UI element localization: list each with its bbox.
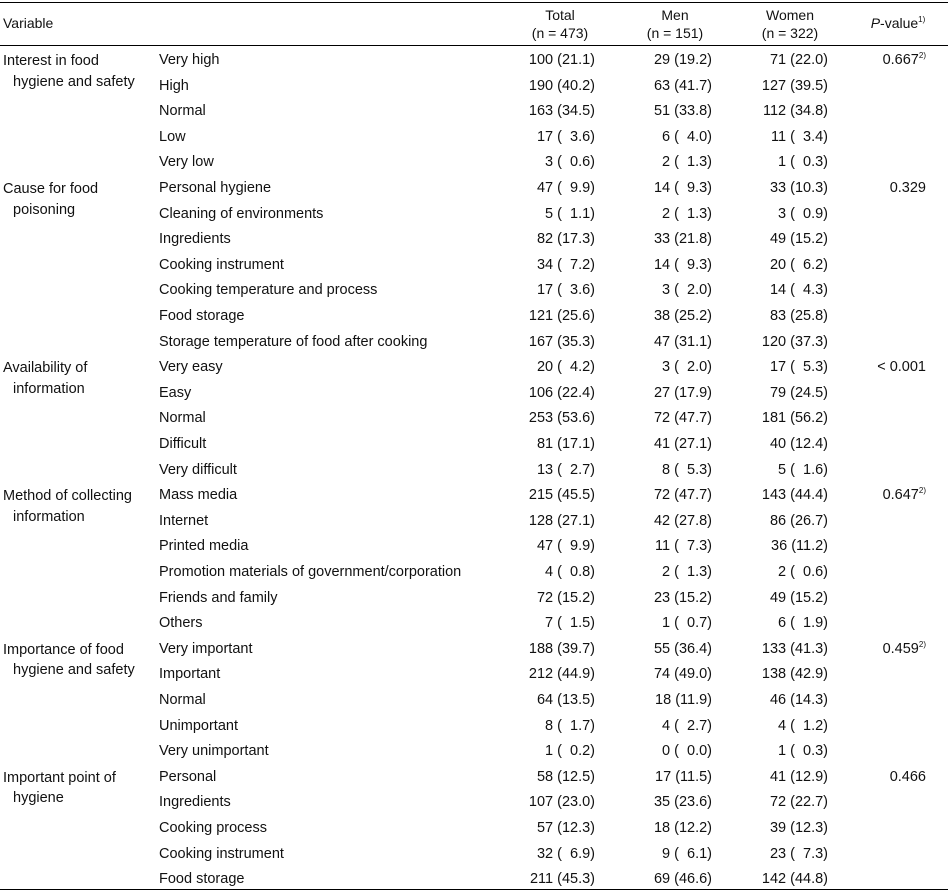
variable-label: Cause for food poisoning (3, 181, 99, 218)
category-label: Cooking temperature and process (159, 282, 378, 299)
table-row (0, 431, 948, 457)
table-row (0, 73, 948, 99)
women-value: 72 (22.7) (769, 794, 828, 811)
total-value: 47 ( 9.9) (536, 180, 595, 196)
men-value: 29 (19.2) (653, 52, 712, 68)
men-value: 33 (21.8) (653, 231, 712, 248)
p-value: 0.647$^{2)}$ (882, 486, 926, 504)
women-value: 1 ( 0.3) (778, 743, 828, 760)
men-value: 38 (25.2) (653, 308, 712, 324)
women-value: 46 (14.3) (769, 692, 828, 708)
men-value: 11 ( 7.3) (655, 538, 712, 555)
table-row (0, 738, 948, 764)
men-value: 2 ( 1.3) (662, 205, 712, 222)
table-row (0, 226, 948, 252)
total-value: 253 (53.6) (528, 410, 595, 427)
table-row (0, 866, 948, 892)
men-value: 42 (27.8) (653, 512, 712, 529)
header-total: Total (n = 473) (531, 7, 589, 41)
total-value: 72 (15.2) (536, 589, 595, 606)
category-label: Ingredients (159, 794, 231, 811)
men-value: 18 (11.9) (655, 692, 712, 708)
women-value: 71 (22.0) (769, 52, 828, 68)
category-label: Cooking instrument (159, 845, 284, 862)
women-value: 138 (42.9) (761, 666, 828, 683)
table-row (0, 841, 948, 867)
total-value: 8 ( 1.7) (545, 717, 595, 734)
total-value: 81 (17.1) (536, 436, 595, 452)
category-label: Very important (159, 640, 253, 657)
men-value: 51 (33.8) (653, 103, 712, 120)
men-value: 17 (11.5) (655, 768, 712, 785)
p-value: < 0.001 (877, 359, 926, 376)
table-row (0, 252, 948, 278)
men-value: 47 (31.1) (653, 333, 712, 350)
p-value: 0.459$^{2)}$ (882, 639, 926, 657)
header-p-value: P-value$^{1)}$ (870, 15, 926, 31)
women-value: 40 (12.4) (769, 436, 828, 452)
variable-label: Important point of hygiene (3, 769, 116, 807)
category-label: Others (159, 615, 203, 632)
men-value: 74 (49.0) (653, 666, 712, 683)
category-label: Difficult (159, 436, 207, 452)
total-value: 106 (22.4) (528, 384, 595, 401)
women-value: 11 ( 3.4) (771, 128, 828, 145)
women-value: 36 (11.2) (771, 538, 828, 555)
total-value: 82 (17.3) (536, 231, 595, 248)
variable-label: Interest in food hygiene and safety (3, 53, 135, 90)
category-label: Friends and family (159, 589, 278, 606)
table-row (0, 380, 948, 406)
total-value: 211 (45.3) (529, 871, 595, 888)
total-value: 190 (40.2) (528, 77, 595, 94)
category-label: Normal (159, 692, 206, 708)
men-value: 4 ( 2.7) (662, 717, 712, 734)
women-value: 1 ( 0.3) (778, 154, 828, 171)
men-value: 8 ( 5.3) (662, 461, 712, 478)
table-row (0, 303, 948, 329)
total-value: 32 ( 6.9) (536, 845, 595, 862)
variable-label: Availability of information (3, 360, 88, 397)
total-value: 7 ( 1.5) (545, 615, 595, 632)
women-value: 41 (12.9) (769, 768, 828, 785)
category-label: Low (159, 128, 186, 145)
total-value: 64 (13.5) (536, 692, 595, 708)
category-label: Very easy (159, 359, 223, 376)
category-label: Very high (159, 52, 220, 68)
men-value: 1 ( 0.7) (662, 615, 712, 632)
category-label: Unimportant (159, 717, 238, 734)
total-value: 20 ( 4.2) (536, 359, 595, 376)
total-value: 4 ( 0.8) (545, 564, 595, 580)
men-value: 55 (36.4) (653, 640, 712, 657)
table-row (0, 713, 948, 739)
table-row (0, 815, 948, 841)
category-label: Very unimportant (159, 743, 269, 760)
men-value: 69 (46.6) (653, 871, 712, 888)
bottom-rule (0, 889, 948, 890)
category-label: High (159, 77, 189, 94)
table-row (0, 201, 948, 227)
table-row (0, 124, 948, 150)
category-label: Ingredients (159, 231, 231, 248)
variable-label: Importance of food hygiene and safety (3, 641, 135, 679)
total-value: 57 (12.3) (536, 820, 595, 836)
category-label: Personal (159, 768, 217, 785)
women-value: 120 (37.3) (761, 333, 828, 350)
p-value: 0.466 (889, 768, 926, 785)
category-label: Easy (159, 384, 192, 401)
men-value: 72 (47.7) (653, 410, 712, 427)
table-row (0, 559, 948, 585)
men-value: 3 ( 2.0) (662, 282, 712, 299)
header-women: Women (n = 322) (761, 7, 819, 41)
women-value: 14 ( 4.3) (769, 282, 828, 299)
variable-label: Method of collecting information (3, 488, 132, 525)
total-value: 34 ( 7.2) (536, 256, 595, 273)
table-row (0, 789, 948, 815)
category-label: Storage temperature of food after cooking (159, 333, 428, 350)
women-value: 3 ( 0.9) (778, 205, 828, 222)
total-value: 215 (45.5) (528, 487, 595, 504)
total-value: 47 ( 9.9) (536, 538, 595, 555)
total-value: 107 (23.0) (528, 794, 595, 811)
women-value: 83 (25.8) (769, 308, 828, 324)
table-row (0, 149, 948, 175)
men-value: 63 (41.7) (653, 77, 712, 94)
women-value: 6 ( 1.9) (778, 615, 828, 632)
women-value: 17 ( 5.3) (769, 359, 828, 376)
men-value: 72 (47.7) (653, 487, 712, 504)
total-value: 3 ( 0.6) (545, 154, 595, 171)
total-value: 188 (39.7) (528, 640, 595, 657)
table-row (0, 533, 948, 559)
p-value: 0.667$^{2)}$ (882, 51, 926, 68)
table-row (0, 585, 948, 611)
women-value: 2 ( 0.6) (778, 564, 828, 580)
women-value: 39 (12.3) (769, 820, 828, 836)
men-value: 3 ( 2.0) (662, 359, 712, 376)
category-label: Food storage (159, 871, 245, 888)
category-label: Cooking instrument (159, 256, 284, 273)
category-label: Important (159, 666, 221, 683)
men-value: 14 ( 9.3) (653, 180, 712, 196)
women-value: 49 (15.2) (769, 589, 828, 606)
men-value: 6 ( 4.0) (662, 128, 712, 145)
total-value: 100 (21.1) (528, 52, 595, 68)
category-label: Normal (159, 410, 206, 427)
category-label: Mass media (159, 487, 238, 504)
header-rule (0, 45, 948, 46)
header-variable: Variable (3, 15, 54, 31)
table-row (0, 405, 948, 431)
total-value: 13 ( 2.7) (536, 461, 595, 478)
women-value: 49 (15.2) (769, 231, 828, 248)
men-value: 9 ( 6.1) (662, 845, 712, 862)
total-value: 163 (34.5) (528, 103, 595, 120)
top-rule (0, 2, 948, 3)
women-value: 86 (26.7) (769, 512, 828, 529)
total-value: 128 (27.1) (528, 512, 595, 529)
table-row (0, 329, 948, 355)
men-value: 18 (12.2) (653, 820, 712, 836)
women-value: 33 (10.3) (769, 180, 828, 196)
category-label: Very difficult (159, 461, 237, 478)
total-value: 17 ( 3.6) (536, 282, 595, 299)
women-value: 112 (34.8) (762, 103, 828, 120)
table-row (0, 610, 948, 636)
women-value: 143 (44.4) (761, 487, 828, 504)
women-value: 79 (24.5) (769, 384, 828, 401)
men-value: 23 (15.2) (653, 589, 712, 606)
category-label: Cleaning of environments (159, 205, 324, 222)
total-value: 167 (35.3) (528, 333, 595, 350)
category-label: Personal hygiene (159, 180, 272, 196)
table-row (0, 687, 948, 713)
women-value: 5 ( 1.6) (778, 461, 828, 478)
men-value: 27 (17.9) (653, 384, 712, 401)
category-label: Food storage (159, 308, 245, 324)
table-row (0, 98, 948, 124)
header-men: Men (n = 151) (646, 7, 704, 41)
table-row (0, 508, 948, 534)
category-label: Printed media (159, 538, 249, 555)
table-row (0, 661, 948, 687)
table-row (0, 277, 948, 303)
category-label: Cooking process (159, 820, 267, 836)
total-value: 1 ( 0.2) (545, 743, 595, 760)
women-value: 127 (39.5) (761, 77, 828, 94)
men-value: 2 ( 1.3) (662, 564, 712, 580)
category-label: Internet (159, 512, 209, 529)
table-row (0, 457, 948, 483)
category-label: Promotion materials of government/corporation (159, 564, 462, 580)
women-value: 142 (44.8) (761, 871, 828, 888)
women-value: 23 ( 7.3) (769, 845, 828, 862)
men-value: 41 (27.1) (653, 436, 712, 452)
men-value: 14 ( 9.3) (653, 256, 712, 273)
total-value: 58 (12.5) (536, 768, 595, 785)
women-value: 20 ( 6.2) (769, 256, 828, 273)
p-value: 0.329 (889, 180, 926, 196)
category-label: Normal (159, 103, 206, 120)
total-value: 121 (25.6) (528, 308, 595, 324)
total-value: 17 ( 3.6) (536, 128, 595, 145)
total-value: 212 (44.9) (528, 666, 595, 683)
category-label: Very low (159, 154, 214, 171)
women-value: 133 (41.3) (761, 640, 828, 657)
women-value: 4 ( 1.2) (778, 717, 828, 734)
total-value: 5 ( 1.1) (545, 205, 595, 222)
women-value: 181 (56.2) (761, 410, 828, 427)
men-value: 35 (23.6) (653, 794, 712, 811)
men-value: 2 ( 1.3) (662, 154, 712, 171)
table-header (0, 4, 948, 44)
men-value: 0 ( 0.0) (662, 743, 712, 760)
